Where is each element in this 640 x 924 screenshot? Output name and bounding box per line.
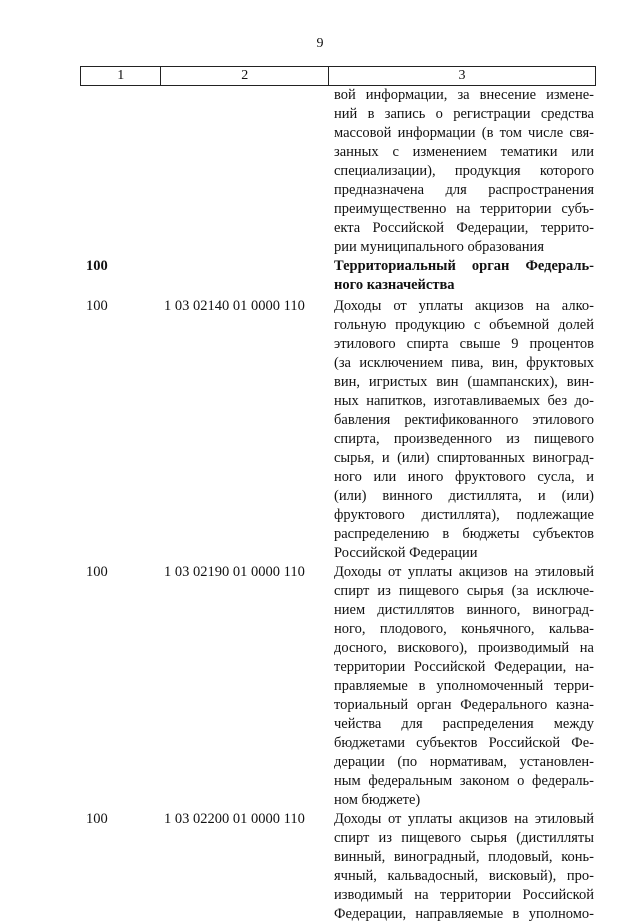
text-line: рии муниципального образования	[334, 239, 544, 255]
continuation-row	[86, 86, 594, 257]
text-line: ториальный орган Федерального казна-	[334, 697, 594, 713]
column-header-3: 3	[329, 67, 596, 86]
text-line: Российской Федерации	[334, 545, 478, 561]
text-line: (или) винного дистиллята, и (или)	[334, 488, 594, 504]
kbk-code: 1 03 02190 01 0000 110	[164, 564, 305, 580]
text-line: занных с изменением тематики или	[334, 144, 594, 160]
text-line: ным федеральным законом о федераль-	[334, 773, 594, 789]
text-line: гольную продукцию с объемной долей	[334, 317, 594, 333]
text-line: досного, вискового), производимый на	[334, 640, 594, 656]
column-header-table	[80, 66, 596, 86]
table-row	[86, 810, 594, 924]
text-line: фруктового дистиллята), подлежащие	[334, 507, 594, 523]
row-description	[334, 810, 594, 924]
text-line: бюджетами субъектов Российской Фе-	[334, 735, 594, 751]
text-line: ных напитков, изготавливаемых без до-	[334, 393, 594, 409]
column-header-1: 1	[81, 67, 161, 86]
table-row	[86, 563, 594, 810]
kbk-code: 1 03 02140 01 0000 110	[164, 298, 305, 314]
text-line: территории Российской Федерации, на-	[334, 659, 594, 675]
text-line: сырья, и (или) спиртованных виноград-	[334, 450, 594, 466]
admin-code: 100	[86, 298, 108, 314]
text-line: Территориальный орган Федераль-	[334, 258, 594, 274]
text-line: Доходы от уплаты акцизов на этиловый	[334, 564, 594, 580]
text-line: специализации), продукция которого	[334, 163, 594, 179]
row-description	[334, 257, 594, 295]
text-line: массовой информации (в том числе свя-	[334, 125, 594, 141]
admin-code: 100	[86, 564, 108, 580]
table-body	[86, 86, 594, 924]
text-line: ячный, кальвадосный, висковый), про-	[334, 868, 594, 884]
text-line: вой информации, за внесение измене-	[334, 87, 594, 103]
text-line: ном бюджете)	[334, 792, 421, 808]
row-description	[334, 563, 594, 810]
text-line: спирт из пищевого сырья (дистилляты	[334, 830, 594, 846]
text-line: нием дистиллятов винного, виноград-	[334, 602, 594, 618]
text-line: спирт из пищевого сырья (за исключе-	[334, 583, 594, 599]
kbk-code	[162, 257, 334, 295]
text-line: чейства для распределения между	[334, 716, 594, 732]
admin-code: 100	[86, 811, 108, 827]
text-line: ний в запись о регистрации средства	[334, 106, 594, 122]
text-line: предназначена для распространения	[334, 182, 594, 198]
continuation-text	[334, 86, 594, 257]
text-line: ного казначейства	[334, 277, 455, 293]
text-line: преимущественно на территории субъ-	[334, 201, 594, 217]
text-line: распределению в бюджеты субъектов	[334, 526, 594, 542]
text-line: екта Российской Федерации, террито-	[334, 220, 594, 236]
column-header-2: 2	[161, 67, 329, 86]
kbk-code: 1 03 02200 01 0000 110	[164, 811, 305, 827]
text-line: вин, игристых вин (шампанских), вин-	[334, 374, 594, 390]
text-line: Федерации, направляемые в уполномо-	[334, 906, 594, 922]
page-number: 9	[316, 36, 324, 51]
text-line: правляемые в уполномоченный терри-	[334, 678, 594, 694]
text-line: спирта, произведенного из пищевого	[334, 431, 594, 447]
text-line: (за исключением пива, вин, фруктовых	[334, 355, 594, 371]
text-line: винный, виноградный, плодовый, конь-	[334, 849, 594, 865]
admin-code: 100	[86, 258, 108, 274]
text-line: изводимый на территории Российской	[334, 887, 594, 903]
text-line: ного или иного фруктового сусла, и	[334, 469, 594, 485]
text-line: этилового спирта свыше 9 процентов	[334, 336, 594, 352]
text-line: Доходы от уплаты акцизов на алко-	[334, 298, 594, 314]
table-row	[86, 297, 594, 563]
text-line: бавления ректификованного этилового	[334, 412, 594, 428]
text-line: дерации (по нормативам, установлен-	[334, 754, 594, 770]
table-row	[86, 257, 594, 295]
text-line: ного, плодового, коньячного, кальва-	[334, 621, 594, 637]
text-line: Доходы от уплаты акцизов на этиловый	[334, 811, 594, 827]
row-description	[334, 297, 594, 563]
